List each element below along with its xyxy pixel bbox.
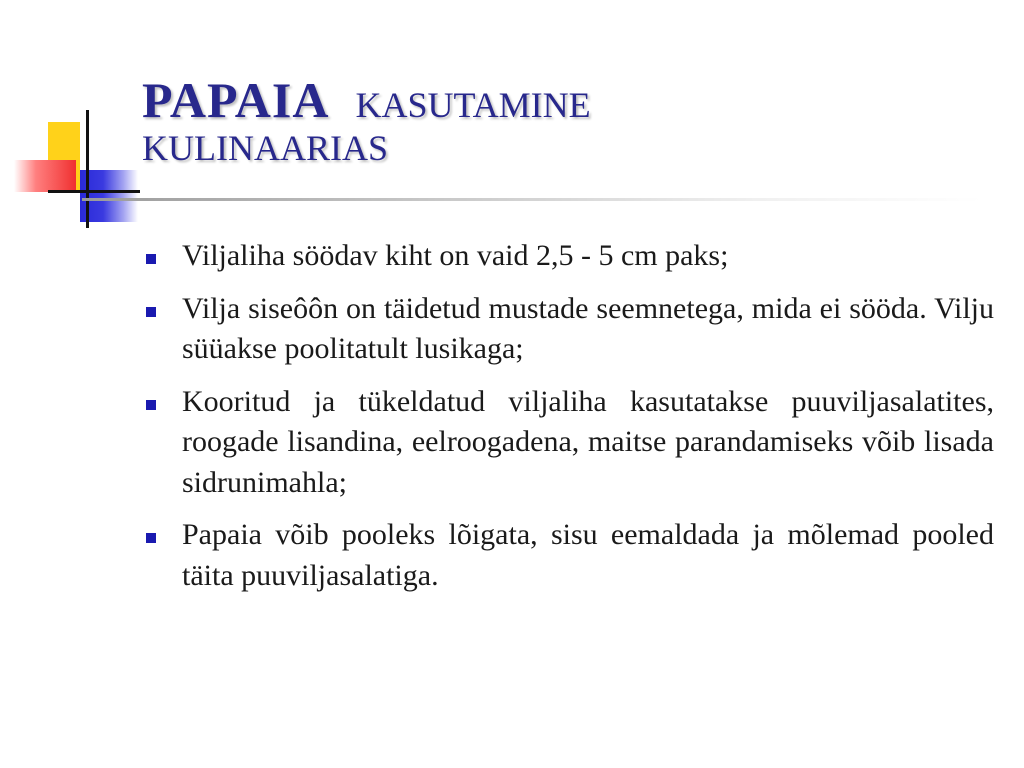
list-item <box>144 289 994 370</box>
list-item <box>144 515 994 596</box>
square-bullet-icon <box>146 400 156 410</box>
bullet-text: Vilja siseôôn on täidetud mustade seemnetega, mida ei sööda. Vilju süüakse poolitatult lusikaga; <box>182 291 994 365</box>
list-item <box>144 236 994 277</box>
decoration-vertical-line <box>86 110 89 228</box>
title-line-2: KULINAARIAS <box>142 128 388 168</box>
title-sub: KASUTAMINE <box>355 85 591 125</box>
bullet-text: Kooritud ja tükeldatud viljaliha kasutatakse puuviljasalatites, roogade lisandina, eelroogadena, maitse parandamiseks võib lisada sidrunimahla; <box>182 384 994 499</box>
square-bullet-icon <box>146 307 156 317</box>
list-item <box>144 382 994 504</box>
title-main: PAPAIA <box>142 72 330 128</box>
square-bullet-icon <box>146 533 156 543</box>
slide-title <box>142 72 782 168</box>
decoration-red-square <box>14 160 76 192</box>
bullet-list <box>144 236 994 608</box>
square-bullet-icon <box>146 254 156 264</box>
bullet-text: Viljaliha söödav kiht on vaid 2,5 - 5 cm paks; <box>182 239 729 272</box>
slide-decoration <box>0 0 140 240</box>
decoration-horizontal-line <box>48 190 140 193</box>
title-line-1 <box>142 72 782 128</box>
bullet-text: Papaia võib pooleks lõigata, sisu eemaldada ja mõlemad pooled täita puuviljasalatiga. <box>182 518 994 592</box>
title-divider <box>82 198 982 201</box>
